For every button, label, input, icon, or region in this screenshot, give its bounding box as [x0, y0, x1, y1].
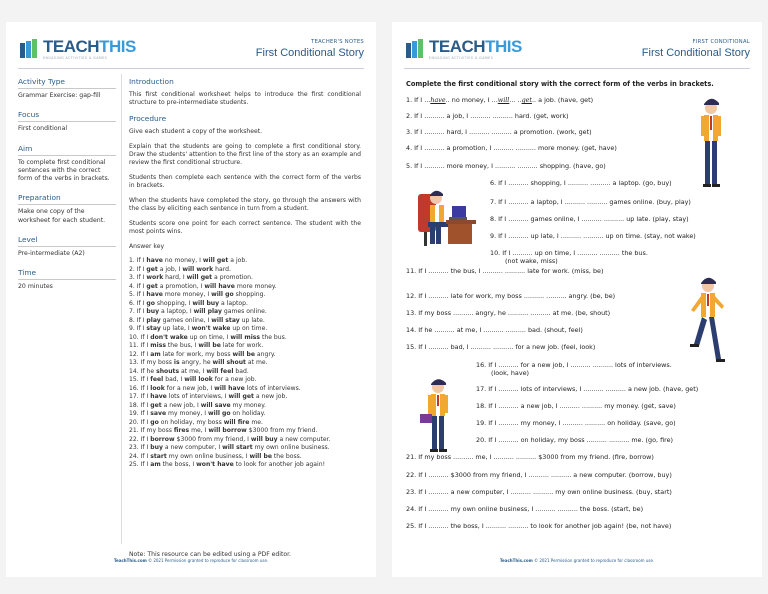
answer-key-item: 10. If I don't wake up on time, I will miss the bus.: [129, 333, 287, 341]
info-block: [18, 193, 116, 225]
info-block: [18, 110, 116, 133]
document-title: First Conditional Story: [641, 47, 750, 59]
answer-key-item: 2. If I get a job, I will work hard.: [129, 265, 231, 273]
gamer-at-desk-illustration: [416, 186, 478, 252]
example-sentence: 1. If I ...have.. no money, I ...will... ..get.. a job. (have, get): [406, 96, 594, 104]
footer: [392, 558, 762, 563]
document-header: [642, 39, 750, 59]
answer-key-item: 3. If I work hard, I will get a promotion.: [129, 274, 253, 281]
exercise-sentence: 6. If I .......... shopping, I .......... .......... a laptop. (go, buy): [490, 179, 672, 187]
answer-key-item: 19. If I save my money, I will go on holiday.: [129, 410, 266, 417]
answer-key-item: 15. If I feel bad, I will look for a new job.: [129, 376, 257, 383]
info-heading: Level: [18, 235, 116, 247]
exercise-sentence: 13. If my boss .......... angry, he .......... .......... at me. (be, shout): [406, 309, 611, 317]
businessman-with-briefcase-illustration: [416, 376, 458, 456]
brand-wordmark: TEACHTHIS: [43, 37, 136, 56]
activity-info-sidebar: [18, 77, 116, 302]
exercise-sentence: 22. If I .......... $3000 from my friend, I .......... .......... a new computer. (borrow, buy): [406, 471, 672, 479]
info-heading: Focus: [18, 110, 116, 122]
document-header: [256, 39, 364, 59]
exercise-sentence: 16. If I .......... for a new job, I .......... .......... lots of interviews. (look, have): [476, 361, 672, 377]
answer-key-item: 20. If I go on holiday, my boss will fire me.: [129, 418, 263, 426]
exercise-sentence: 21. If my boss .......... me, I .......... .......... $3000 from my friend. (fire, borrow): [406, 453, 654, 461]
handwritten-answer: get: [521, 96, 533, 104]
businessman-standing-illustration: [692, 94, 730, 194]
teachers-notes-page: [6, 22, 376, 577]
footer-text: © 2021 Permission granted to reproduce for classroom use.: [532, 558, 655, 563]
exercise-sentence: 24. If I .......... my own online business, I .......... .......... the boss. (start, be): [406, 505, 644, 513]
exercise-sentence: 10. If I .......... up on time, I .......... .......... the bus. (not wake, miss): [490, 249, 648, 265]
footer-text: © 2021 Permission granted to reproduce for classroom use.: [146, 558, 269, 563]
brand-wordmark: TEACHTHIS: [429, 37, 522, 56]
handwritten-answer: have: [430, 96, 446, 104]
brand-logo: [18, 38, 136, 60]
procedure-heading: Procedure: [129, 114, 167, 123]
document-subtitle: FIRST CONDITIONAL: [692, 39, 750, 45]
column-divider: [121, 74, 122, 544]
procedure-step: Students score one point for each correct sentence. The student with the most points wins.: [129, 220, 361, 235]
exercise-sentence: 15. If I .......... bad, I .......... .......... for a new job. (feel, look): [406, 343, 596, 351]
answer-key-item: 21. If my boss fires me, I will borrow $3000 from my friend.: [129, 427, 318, 434]
exercise-sentence: 9. If I .......... up late, I .......... .......... up on time. (stay, not wake): [490, 232, 696, 240]
exercise-sentence: 20. If I .......... on holiday, my boss .......... .......... me. (go, fire): [476, 436, 674, 444]
answer-key-item: 22. If I borrow $3000 from my friend, I will buy a new computer.: [129, 435, 331, 443]
edit-note: Note: This resource can be edited using a PDF editor.: [129, 551, 291, 558]
answer-key-item: 8. If I play games online, I will stay up late.: [129, 316, 265, 324]
brand-tagline: ENGAGING ACTIVITIES & GAMES: [43, 56, 108, 60]
answer-key-item: 14. If he shouts at me, I will feel bad.: [129, 367, 249, 375]
brand-logo: [404, 38, 522, 60]
answer-key-item: 24. If I start my own online business, I will be the boss.: [129, 452, 302, 460]
header-divider: [18, 68, 364, 69]
info-text: First conditional: [18, 125, 68, 133]
info-block: [18, 235, 116, 258]
worksheet-page: [392, 22, 762, 577]
exercise-sentence: 2. If I .......... a job, I .......... .......... hard. (get, work): [406, 112, 569, 120]
info-heading: Aim: [18, 144, 116, 156]
answer-key-item: 4. If I get a promotion, I will have more money.: [129, 282, 277, 290]
info-text: To complete first conditional sentences with the correct form of the verbs in brackets.: [18, 158, 110, 183]
answer-key-item: 16. If I look for a new job, I will have lots of interviews.: [129, 384, 301, 392]
answer-key-item: 1. If I have no money, I will get a job.: [129, 257, 248, 264]
answer-key-item: 17. If I have lots of interviews, I will get a new job.: [129, 393, 288, 400]
brand-tagline: ENGAGING ACTIVITIES & GAMES: [429, 56, 494, 60]
procedure-step: Students then complete each sentence with the correct form of the verbs in brackets.: [129, 174, 361, 189]
info-text: Pre-intermediate (A2): [18, 250, 85, 258]
document-title: First Conditional Story: [255, 47, 364, 59]
handwritten-answer: will: [497, 96, 510, 104]
worksheet-instruction: Complete the first conditional story with the correct form of the verbs in brackets.: [406, 80, 714, 88]
answer-key-item: 18. If I get a new job, I will save my money.: [129, 401, 266, 409]
exercise-sentence: 5. If I .......... more money, I .......... .......... shopping. (have, go): [406, 162, 606, 170]
footer: [6, 558, 376, 563]
exercise-sentence: 4. If I .......... a promotion, I .......... .......... more money. (get, have): [406, 144, 617, 152]
exercise-sentence: 25. If I .......... the boss, I .......... .......... to look for another job again! (be, not have): [406, 522, 672, 530]
exercise-sentence: 11. If I .......... the bus, I .......... .......... late for work. (miss, be): [406, 267, 604, 275]
exercise-sentence: 8. If I .......... games online, I .......... .......... up late. (play, stay): [490, 215, 689, 223]
introduction-heading: Introduction: [129, 77, 174, 86]
answer-key-item: 9. If I stay up late, I won't wake up on time.: [129, 325, 268, 332]
procedure-step: Explain that the students are going to complete a first conditional story. Draw the students' attention to the first line of the story as an example and review the first conditional structure.: [129, 143, 361, 166]
exercise-sentence: 17. If I .......... lots of interviews, I .......... .......... a new job. (have, get): [476, 385, 699, 393]
answer-key-item: 13. If my boss is angry, he will shout at me.: [129, 359, 268, 366]
businessman-running-illustration: [686, 274, 730, 370]
answer-key-item: 5. If I have more money, I will go shopping.: [129, 291, 266, 298]
info-text: Grammar Exercise: gap-fill: [18, 92, 101, 99]
info-text: 20 minutes: [18, 283, 53, 291]
info-block: [18, 268, 116, 291]
book-logo-icon: [18, 38, 40, 60]
procedure-step: When the students have completed the story, go through the answers with the class by eliciting each sentence in turn from a student.: [129, 197, 361, 212]
exercise-sentence: 12. If I .......... late for work, my boss .......... .......... angry. (be, be): [406, 292, 616, 300]
footer-site: TeachThis.com: [113, 558, 147, 563]
book-logo-icon: [404, 38, 426, 60]
header-divider: [404, 68, 750, 69]
answer-key-item: 6. If I go shopping, I will buy a laptop.: [129, 299, 248, 307]
procedure-steps: [129, 128, 361, 236]
procedure-step: Give each student a copy of the worksheet.: [129, 128, 263, 135]
answer-key-item: 7. If I buy a laptop, I will play games online.: [129, 308, 267, 315]
exercise-sentence: 19. If I .......... my money, I .......... .......... on holiday. (save, go): [476, 419, 676, 427]
info-heading: Preparation: [18, 193, 116, 205]
answer-key-item: 12. If I am late for work, my boss will be angry.: [129, 350, 276, 358]
answer-key-item: 25. If I am the boss, I won't have to look for another job again!: [129, 461, 326, 468]
footer-site: TeachThis.com: [499, 558, 533, 563]
answer-key-title: Answer key: [129, 243, 165, 250]
answer-key-item: 23. If I buy a new computer, I will start my own online business.: [129, 444, 330, 451]
exercise-sentence: 14. If he .......... at me, I .......... .......... bad. (shout, feel): [406, 326, 583, 334]
answer-key-list: [129, 257, 361, 470]
exercise-sentence: 18. If I .......... a new job, I .......... .......... my money. (get, save): [476, 402, 676, 410]
info-block: [18, 144, 116, 184]
introduction-text: This first conditional worksheet helps to introduce the first conditional structure to pre-intermediate students.: [129, 91, 361, 106]
info-text: Make one copy of the worksheet for each student.: [18, 208, 106, 224]
exercise-sentence: 23. If I .......... a new computer, I .......... .......... my own online business. (buy, start): [406, 488, 672, 496]
info-block: [18, 77, 116, 100]
teacher-notes-content: [129, 77, 361, 470]
info-heading: Activity Type: [18, 77, 116, 89]
answer-key-item: 11. If I miss the bus, I will be late for work.: [129, 342, 264, 349]
exercise-sentence: 7. If I .......... a laptop, I .......... .......... games online. (buy, play): [490, 198, 691, 206]
document-subtitle: TEACHER'S NOTES: [311, 39, 364, 45]
info-heading: Time: [18, 268, 116, 280]
exercise-sentence: 3. If I .......... hard, I .......... .......... a promotion. (work, get): [406, 128, 592, 136]
